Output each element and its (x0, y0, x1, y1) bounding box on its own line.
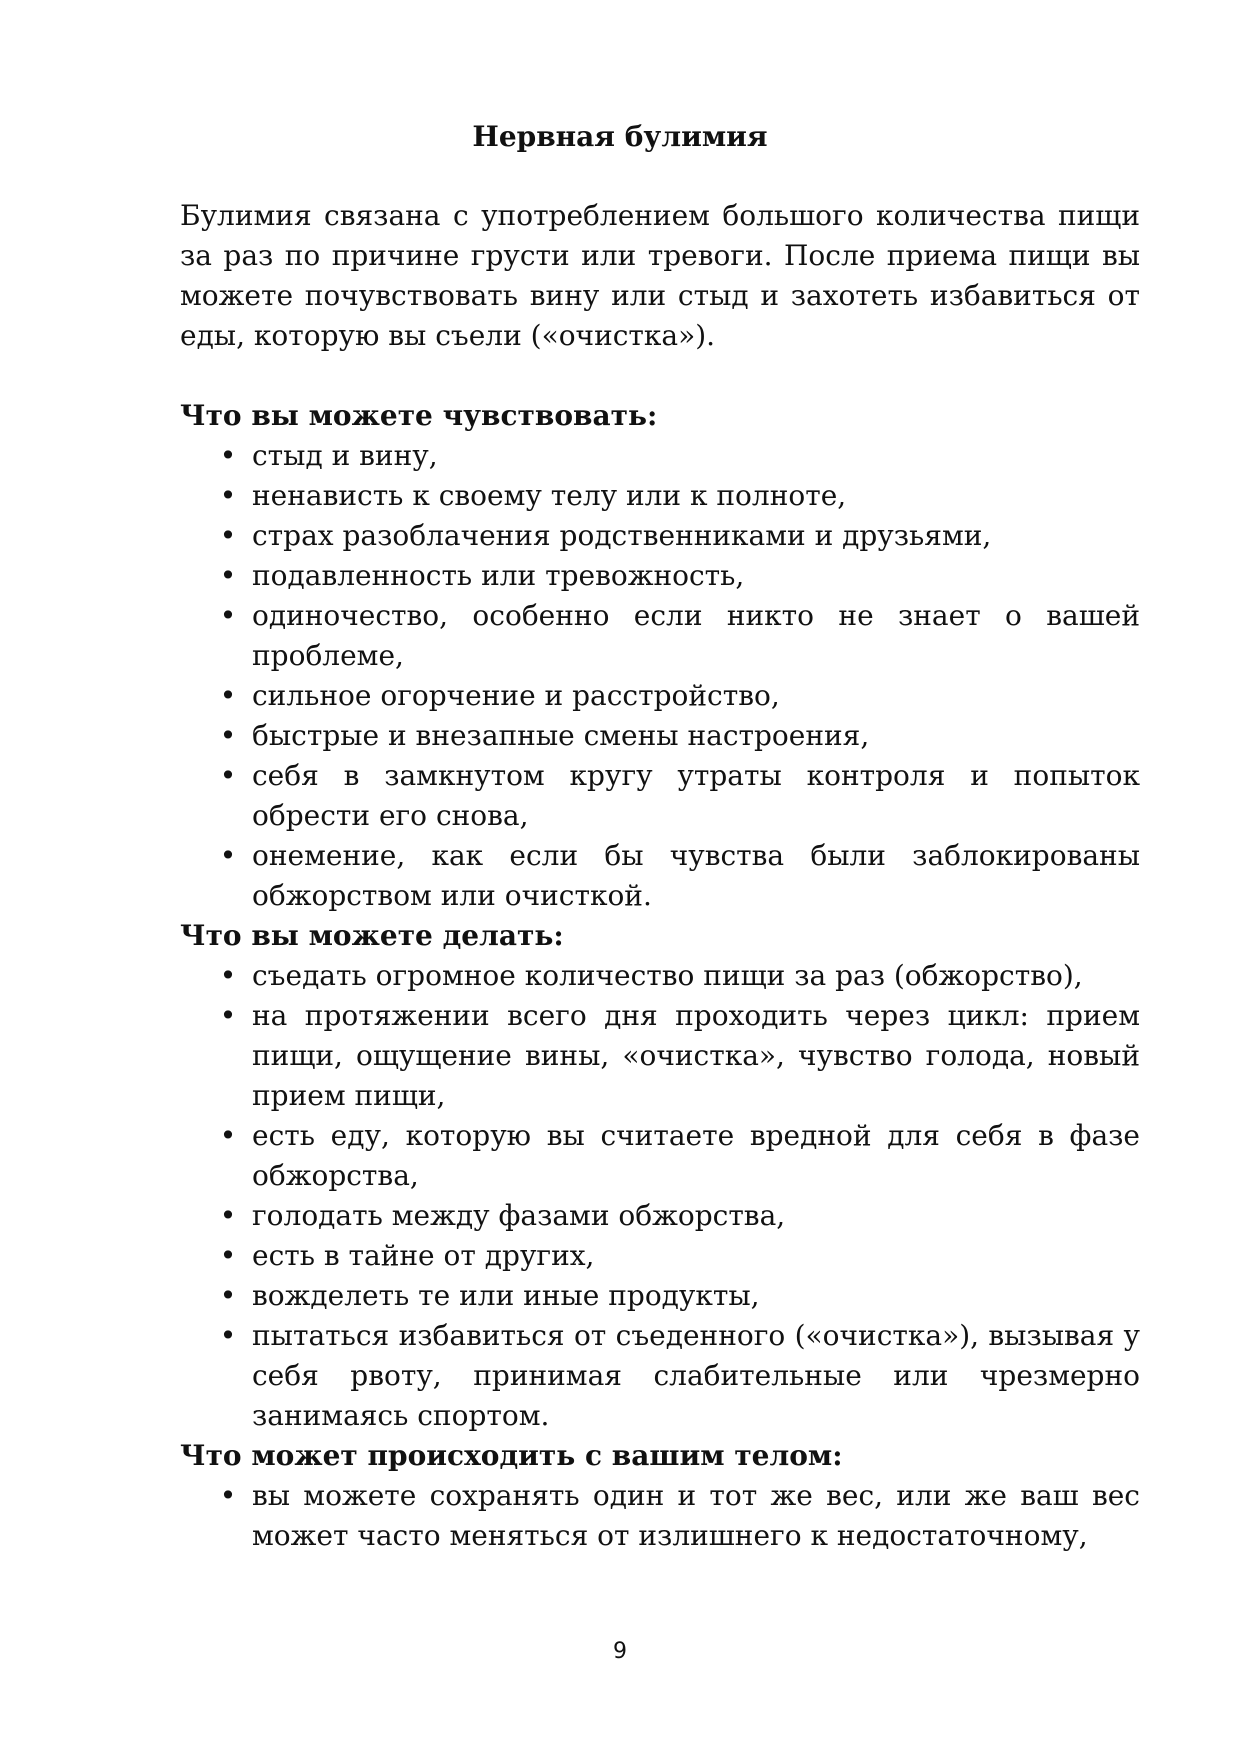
list-item (180, 1236, 1140, 1276)
bullet-icon: • (219, 759, 237, 792)
list-item-text: есть в тайне от других, (252, 1239, 595, 1272)
list-item-text: съедать огромное количество пищи за раз (обжорство), (252, 959, 1083, 992)
list-item (180, 436, 1140, 476)
list-item (180, 996, 1140, 1116)
bullet-icon: • (219, 1199, 237, 1232)
list-item (180, 956, 1140, 996)
bullet-icon: • (219, 559, 237, 592)
bullet-icon: • (219, 439, 237, 472)
bullet-list (180, 956, 1140, 1436)
section-heading: Что вы можете чувствовать: (180, 399, 658, 432)
list-item-text: сильное огорчение и расстройство, (252, 679, 780, 712)
list-item (180, 1116, 1140, 1196)
list-item-text: быстрые и внезапные смены настроения, (252, 719, 870, 752)
list-item (180, 836, 1140, 916)
bullet-icon: • (219, 599, 237, 632)
list-item-text: пытаться избавиться от съеденного («очистка»), вызывая у себя рвоту, принимая слабительные или чрезмерно занимаясь спортом. (252, 1319, 1140, 1432)
section-feelings (180, 396, 1140, 916)
bullet-list (180, 436, 1140, 916)
list-item (180, 516, 1140, 556)
page-content (180, 196, 1140, 1556)
bullet-icon: • (219, 959, 237, 992)
list-item (180, 476, 1140, 516)
section-body (180, 1436, 1140, 1556)
list-item-text: подавленность или тревожность, (252, 559, 745, 592)
list-item (180, 716, 1140, 756)
list-item-text: страх разоблачения родственниками и друзьями, (252, 519, 992, 552)
section-actions (180, 916, 1140, 1436)
bullet-icon: • (219, 1279, 237, 1312)
list-item (180, 556, 1140, 596)
list-item-text: вы можете сохранять один и тот же вес, или же ваш вес может часто меняться от излишнего к недостаточному, (252, 1479, 1140, 1552)
list-item-text: вожделеть те или иные продукты, (252, 1279, 760, 1312)
list-item (180, 676, 1140, 716)
bullet-icon: • (219, 679, 237, 712)
list-item (180, 1476, 1140, 1556)
section-heading: Что может происходить с вашим телом: (180, 1439, 843, 1472)
bullet-icon: • (219, 1319, 237, 1352)
bullet-icon: • (219, 1479, 237, 1512)
page-number: 9 (613, 1639, 627, 1664)
bullet-icon: • (219, 719, 237, 752)
bullet-icon: • (219, 1119, 237, 1152)
list-item (180, 756, 1140, 836)
list-item-text: стыд и вину, (252, 439, 438, 472)
page-title: Нервная булимия (472, 120, 768, 153)
bullet-icon: • (219, 999, 237, 1032)
list-item-text: одиночество, особенно если никто не знает о вашей проблеме, (252, 599, 1140, 672)
list-item-text: ненависть к своему телу или к полноте, (252, 479, 847, 512)
list-item (180, 1316, 1140, 1436)
bullet-icon: • (219, 1239, 237, 1272)
list-item-text: онемение, как если бы чувства были заблокированы обжорством или очисткой. (252, 839, 1140, 912)
bullet-icon: • (219, 479, 237, 512)
list-item (180, 1276, 1140, 1316)
list-item-text: голодать между фазами обжорства, (252, 1199, 786, 1232)
bullet-icon: • (219, 519, 237, 552)
list-item-text: есть еду, которую вы считаете вредной для себя в фазе обжорства, (252, 1119, 1140, 1192)
intro-paragraph: Булимия связана с употреблением большого количества пищи за раз по причине грусти или тревоги. После приема пищи вы можете почувствовать вину или стыд и захотеть избавиться от еды, которую вы съели («очистка»). (180, 199, 1140, 352)
bullet-icon: • (219, 839, 237, 872)
section-heading: Что вы можете делать: (180, 919, 564, 952)
list-item-text: себя в замкнутом кругу утраты контроля и попыток обрести его снова, (252, 759, 1140, 832)
list-item (180, 596, 1140, 676)
list-item-text: на протяжении всего дня проходить через цикл: прием пищи, ощущение вины, «очистка», чувство голода, новый прием пищи, (252, 999, 1140, 1112)
bullet-list (180, 1476, 1140, 1556)
list-item (180, 1196, 1140, 1236)
